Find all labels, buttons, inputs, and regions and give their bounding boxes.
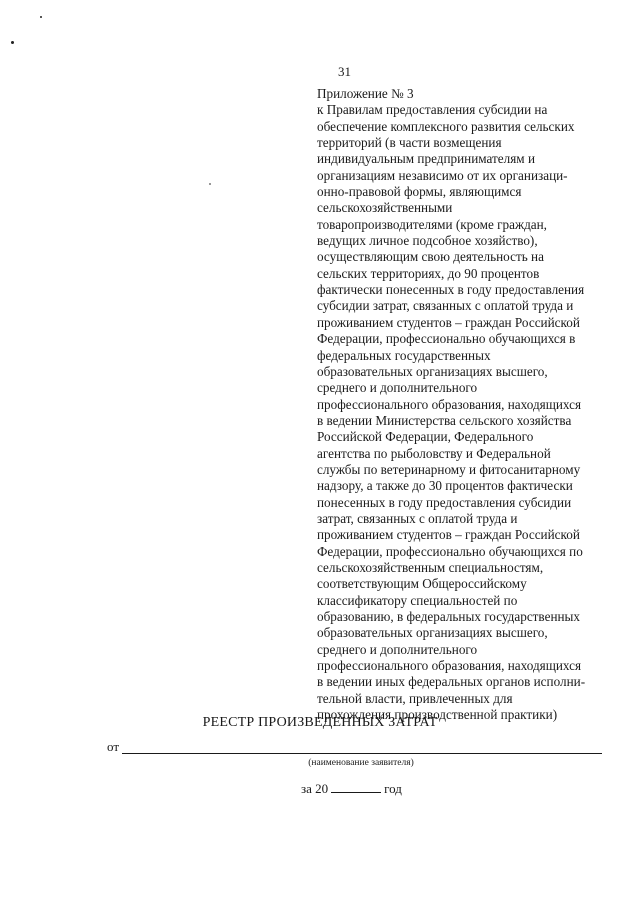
applicant-name-line (122, 753, 602, 754)
appendix-line: организациям независимо от их организаци- (317, 167, 568, 183)
appendix-line: субсидии затрат, связанных с оплатой труда и (317, 298, 574, 314)
appendix-line: образовательных организациях высшего, (317, 625, 548, 641)
appendix-line: службы по ветеринарному и фитосанитарному (317, 461, 581, 477)
appendix-line: сельскохозяйственным специальностям, (317, 559, 544, 575)
appendix-line: агентства по рыболовству и Федеральной (317, 445, 551, 461)
appendix-line: среднего и дополнительного (317, 641, 478, 657)
period-row (301, 781, 402, 797)
appendix-line: образовательных организациях высшего, (317, 363, 548, 379)
appendix-line: федеральных государственных (317, 347, 491, 363)
appendix-line: товаропроизводителями (кроме граждан, (317, 216, 547, 232)
scan-speck (11, 41, 14, 44)
appendix-line: сельскохозяйственными (317, 200, 453, 216)
appendix-line: в ведении иных федеральных органов исполни- (317, 674, 586, 690)
appendix-line: Федерации, профессионально обучающихся в (317, 331, 576, 347)
appendix-line: профессионального образования, находящихся (317, 658, 582, 674)
appendix-line: тельной власти, привлеченных для (317, 690, 513, 706)
period-prefix: за 20 (301, 781, 329, 796)
period-suffix: год (384, 781, 402, 796)
appendix-line: прохождения производственной практики) (317, 707, 558, 723)
appendix-line: ведущих личное подсобное хозяйство), (317, 233, 538, 249)
registry-title: РЕЕСТР ПРОИЗВЕДЕННЫХ ЗАТРАТ (202, 715, 438, 730)
appendix-line: затрат, связанных с оплатой труда и (317, 510, 518, 526)
appendix-line: профессионального образования, находящихся (317, 396, 582, 412)
appendix-line: Федерации, профессионально обучающихся по (317, 543, 583, 559)
appendix-block (317, 86, 617, 723)
appendix-line: классификатору специальностей по (317, 592, 518, 608)
appendix-line: территорий (в части возмещения (317, 135, 502, 151)
appendix-line: осуществляющим свою деятельность на (317, 249, 544, 265)
applicant-row (107, 739, 602, 757)
appendix-line: Российской Федерации, Федерального (317, 429, 534, 445)
appendix-line: понесенных в году предоставления субсидии (317, 494, 572, 510)
year-blank-line (331, 781, 381, 793)
from-label: от (107, 739, 120, 754)
appendix-line: среднего и дополнительного (317, 380, 478, 396)
appendix-line: соответствующим Общероссийскому (317, 576, 527, 592)
appendix-line: к Правилам предоставления субсидии на (317, 102, 548, 118)
appendix-line: проживанием студентов – граждан Российской (317, 527, 580, 543)
scan-speck (40, 16, 42, 18)
appendix-line: фактически понесенных в году предоставления (317, 282, 585, 298)
appendix-line: обеспечение комплексного развития сельских (317, 118, 575, 134)
appendix-line: в ведении Министерства сельского хозяйства (317, 412, 572, 428)
appendix-line: сельских территориях, до 90 процентов (317, 265, 540, 281)
appendix-line: проживанием студентов – граждан Российской (317, 314, 580, 330)
applicant-caption: (наименование заявителя) (308, 758, 414, 768)
appendix-line: индивидуальным предпринимателям и (317, 151, 536, 167)
page-number: 31 (338, 64, 351, 79)
appendix-line: образованию, в федеральных государственных (317, 609, 581, 624)
scan-speck (209, 183, 211, 185)
appendix-title: Приложение № 3 (317, 86, 414, 101)
appendix-line: надзору, а также до 30 процентов фактически (317, 478, 573, 494)
appendix-line: онно-правовой формы, являющимся (317, 184, 522, 200)
